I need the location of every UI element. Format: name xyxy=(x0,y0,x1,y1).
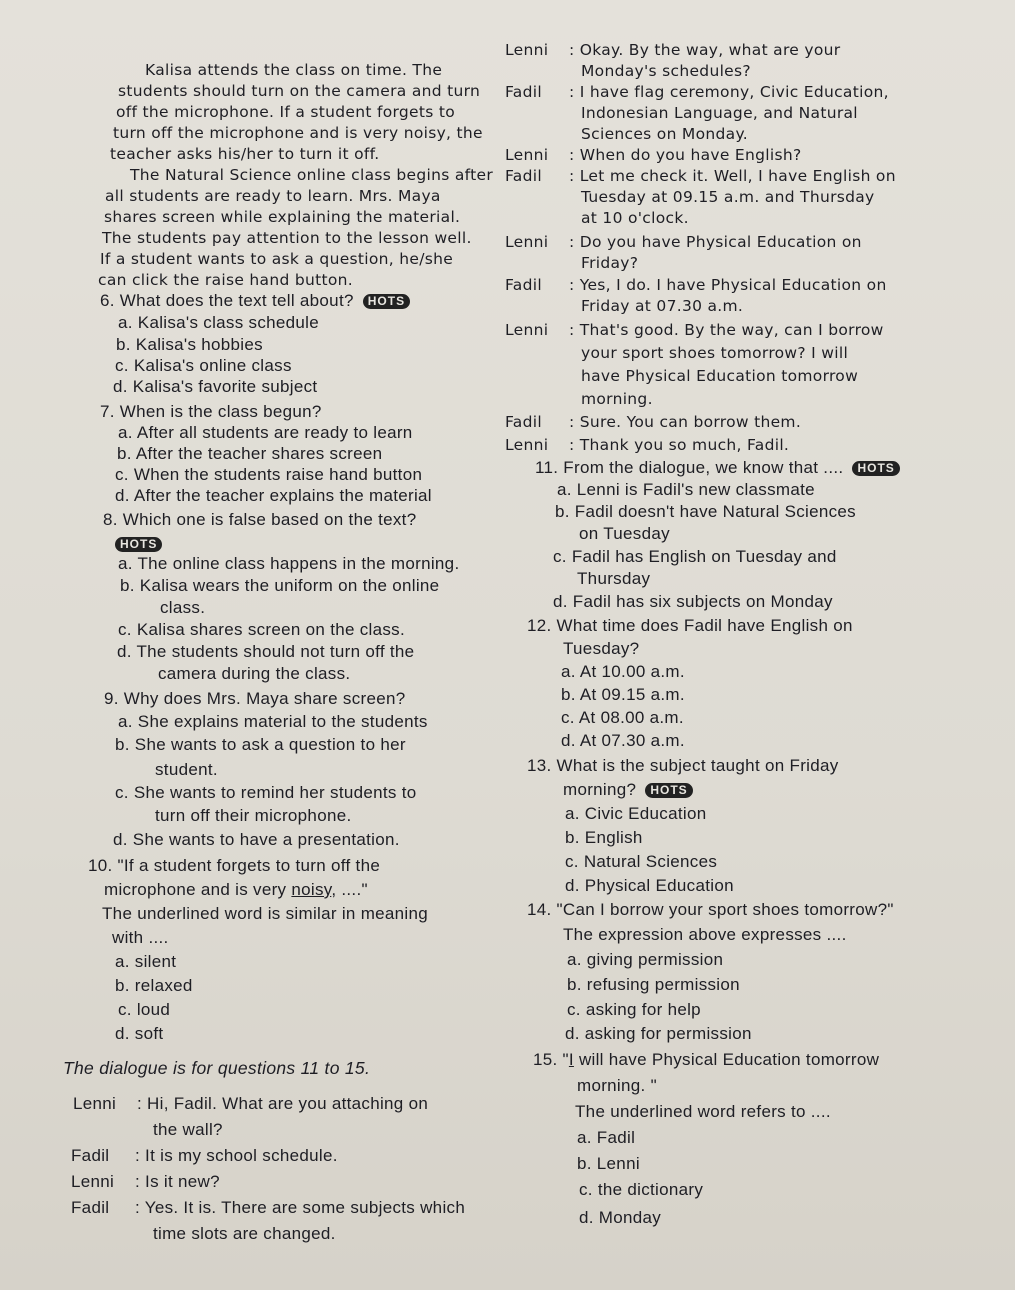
question-stem: 6. What does the text tell about? xyxy=(100,291,354,310)
option-a[interactable]: a. After all students are ready to learn xyxy=(118,423,413,442)
question-stem-line: The expression above expresses .... xyxy=(563,925,847,944)
dialogue-text: : I have flag ceremony, Civic Education, xyxy=(569,83,889,101)
dialogue-text: : Thank you so much, Fadil. xyxy=(569,436,790,454)
option-c[interactable]: c. Fadil has English on Tuesday and xyxy=(553,547,837,566)
option-b[interactable]: b. Lenni xyxy=(577,1154,640,1173)
dialogue-text: Tuesday at 09.15 a.m. and Thursday xyxy=(581,188,875,206)
dialogue-text: the wall? xyxy=(153,1120,223,1139)
question-stem-line: morning? xyxy=(563,780,637,799)
dialogue-text: Sciences on Monday. xyxy=(581,125,748,143)
question-stem: 11. From the dialogue, we know that .... xyxy=(535,458,844,477)
dialogue-text: : Do you have Physical Education on xyxy=(569,233,862,251)
dialogue-text: : It is my school schedule. xyxy=(135,1146,338,1165)
dialogue-text: : Yes. It is. There are some subjects which xyxy=(135,1198,466,1217)
dialogue-text: time slots are changed. xyxy=(153,1224,336,1243)
option-d[interactable]: d. She wants to have a presentation. xyxy=(113,830,400,849)
question-stem: 12. What time does Fadil have English on xyxy=(527,616,853,635)
option-d[interactable]: d. At 07.30 a.m. xyxy=(561,731,685,750)
speaker-name: Fadil xyxy=(505,83,542,101)
option-c[interactable]: c. Natural Sciences xyxy=(565,852,718,871)
hots-badge: HOTS xyxy=(115,537,162,552)
dialogue-text: : Yes, I do. I have Physical Education on xyxy=(569,276,887,294)
option-d-cont: camera during the class. xyxy=(158,664,351,683)
option-d[interactable]: d. Kalisa's favorite subject xyxy=(113,377,318,396)
question-stem-line: morning. " xyxy=(577,1076,657,1095)
option-b[interactable]: b. After the teacher shares screen xyxy=(117,444,383,463)
option-b[interactable]: b. Kalisa wears the uniform on the online xyxy=(120,576,440,595)
speaker-name: Lenni xyxy=(71,1172,115,1191)
passage-line: students should turn on the camera and turn xyxy=(118,82,481,100)
passage-line: off the microphone. If a student forgets to xyxy=(116,103,456,121)
option-d[interactable]: d. asking for permission xyxy=(565,1024,752,1043)
option-b[interactable]: b. She wants to ask a question to her xyxy=(115,735,406,754)
passage-line: teacher asks his/her to turn it off. xyxy=(110,145,380,163)
hots-badge: HOTS xyxy=(363,294,410,309)
option-b[interactable]: b. At 09.15 a.m. xyxy=(561,685,685,704)
passage-line: Kalisa attends the class on time. The xyxy=(145,61,443,79)
option-d[interactable]: d. The students should not turn off the xyxy=(117,642,415,661)
option-a[interactable]: a. The online class happens in the morning. xyxy=(118,554,460,573)
question-stem-line: Tuesday? xyxy=(563,639,640,658)
option-a[interactable]: a. At 10.00 a.m. xyxy=(561,662,685,681)
dialogue-text: : When do you have English? xyxy=(569,146,802,164)
option-a[interactable]: a. Kalisa's class schedule xyxy=(118,313,319,332)
option-b[interactable]: b. refusing permission xyxy=(567,975,740,994)
question-stem: 15. "I will have Physical Education tomorrow xyxy=(533,1050,880,1069)
option-d[interactable]: d. soft xyxy=(115,1024,164,1043)
speaker-name: Fadil xyxy=(505,413,542,431)
option-a[interactable]: a. giving permission xyxy=(567,950,724,969)
dialogue-text: your sport shoes tomorrow? I will xyxy=(581,344,849,362)
underlined-word: noisy xyxy=(291,880,332,899)
option-c[interactable]: c. loud xyxy=(118,1000,171,1019)
passage-line: turn off the microphone and is very noisy, the xyxy=(113,124,483,142)
option-b[interactable]: b. English xyxy=(565,828,643,847)
question-stem: 9. Why does Mrs. Maya share screen? xyxy=(104,689,406,708)
question-stem: 7. When is the class begun? xyxy=(100,402,322,421)
option-c-cont: Thursday xyxy=(577,569,651,588)
option-d[interactable]: d. Monday xyxy=(579,1208,662,1227)
option-a[interactable]: a. Lenni is Fadil's new classmate xyxy=(557,480,815,499)
passage-line: If a student wants to ask a question, he/she xyxy=(100,250,454,268)
question-stem-line: The underlined word refers to .... xyxy=(575,1102,831,1121)
option-c[interactable]: c. asking for help xyxy=(567,1000,701,1019)
option-c-cont: turn off their microphone. xyxy=(155,806,352,825)
hots-badge: HOTS xyxy=(852,461,899,476)
option-a[interactable]: a. silent xyxy=(115,952,177,971)
option-a[interactable]: a. Fadil xyxy=(577,1128,636,1147)
question-stem: 10. "If a student forgets to turn off the xyxy=(88,856,381,875)
dialogue-text: at 10 o'clock. xyxy=(581,209,689,227)
speaker-name: Lenni xyxy=(505,436,549,454)
question-stem: 13. What is the subject taught on Friday xyxy=(527,756,839,775)
option-b-cont: on Tuesday xyxy=(579,524,670,543)
option-c[interactable]: c. At 08.00 a.m. xyxy=(561,708,684,727)
option-d[interactable]: d. After the teacher explains the material xyxy=(115,486,432,505)
dialogue-text: : That's good. By the way, can I borrow xyxy=(569,321,884,339)
dialogue-text: : Okay. By the way, what are your xyxy=(569,41,841,59)
speaker-name: Lenni xyxy=(505,41,549,59)
option-c[interactable]: c. She wants to remind her students to xyxy=(115,783,417,802)
dialogue-text: Monday's schedules? xyxy=(581,62,751,80)
dialogue-text: : Is it new? xyxy=(135,1172,220,1191)
dialogue-text: Indonesian Language, and Natural xyxy=(581,104,858,122)
dialogue-text: Friday? xyxy=(581,254,639,272)
passage-line: The students pay attention to the lesson well. xyxy=(102,229,472,247)
option-c[interactable]: c. Kalisa shares screen on the class. xyxy=(118,620,406,639)
option-c[interactable]: c. When the students raise hand button xyxy=(115,465,423,484)
option-d[interactable]: d. Physical Education xyxy=(565,876,734,895)
option-b[interactable]: b. relaxed xyxy=(115,976,193,995)
hots-badge: HOTS xyxy=(645,783,692,798)
dialogue-text: : Hi, Fadil. What are you attaching on xyxy=(137,1094,429,1113)
speaker-name: Fadil xyxy=(71,1146,110,1165)
option-b-cont: class. xyxy=(160,598,206,617)
dialogue-text: : Sure. You can borrow them. xyxy=(569,413,802,431)
speaker-name: Fadil xyxy=(71,1198,110,1217)
option-c[interactable]: c. Kalisa's online class xyxy=(115,356,292,375)
passage-line: can click the raise hand button. xyxy=(98,271,353,289)
passage-line: all students are ready to learn. Mrs. Maya xyxy=(105,187,441,205)
question-stem: 8. Which one is false based on the text? xyxy=(103,510,417,529)
dialogue-text: : Let me check it. Well, I have English on xyxy=(569,167,896,185)
question-stem: 14. "Can I borrow your sport shoes tomorrow?" xyxy=(527,900,894,919)
question-stem-line: microphone and is very noisy, ...." xyxy=(104,880,368,899)
underlined-word: I xyxy=(568,1050,574,1069)
speaker-name: Fadil xyxy=(505,276,542,294)
option-b[interactable]: b. Kalisa's hobbies xyxy=(116,335,263,354)
option-d[interactable]: d. Fadil has six subjects on Monday xyxy=(553,592,833,611)
option-c[interactable]: c. the dictionary xyxy=(579,1180,704,1199)
speaker-name: Lenni xyxy=(505,146,549,164)
dialogue-text: morning. xyxy=(581,390,653,408)
speaker-name: Lenni xyxy=(505,321,549,339)
speaker-name: Fadil xyxy=(505,167,542,185)
question-stem-line: with .... xyxy=(112,928,169,947)
option-b-cont: student. xyxy=(155,760,218,779)
dialogue-intro: The dialogue is for questions 11 to 15. xyxy=(63,1058,371,1078)
option-a[interactable]: a. She explains material to the students xyxy=(118,712,428,731)
passage-line: shares screen while explaining the material. xyxy=(104,208,461,226)
speaker-name: Lenni xyxy=(73,1094,117,1113)
dialogue-text: have Physical Education tomorrow xyxy=(581,367,859,385)
option-b[interactable]: b. Fadil doesn't have Natural Sciences xyxy=(555,502,856,521)
speaker-name: Lenni xyxy=(505,233,549,251)
passage-line: The Natural Science online class begins after xyxy=(130,166,493,184)
question-stem-line: The underlined word is similar in meaning xyxy=(102,904,429,923)
option-a[interactable]: a. Civic Education xyxy=(565,804,707,823)
dialogue-text: Friday at 07.30 a.m. xyxy=(581,297,744,315)
